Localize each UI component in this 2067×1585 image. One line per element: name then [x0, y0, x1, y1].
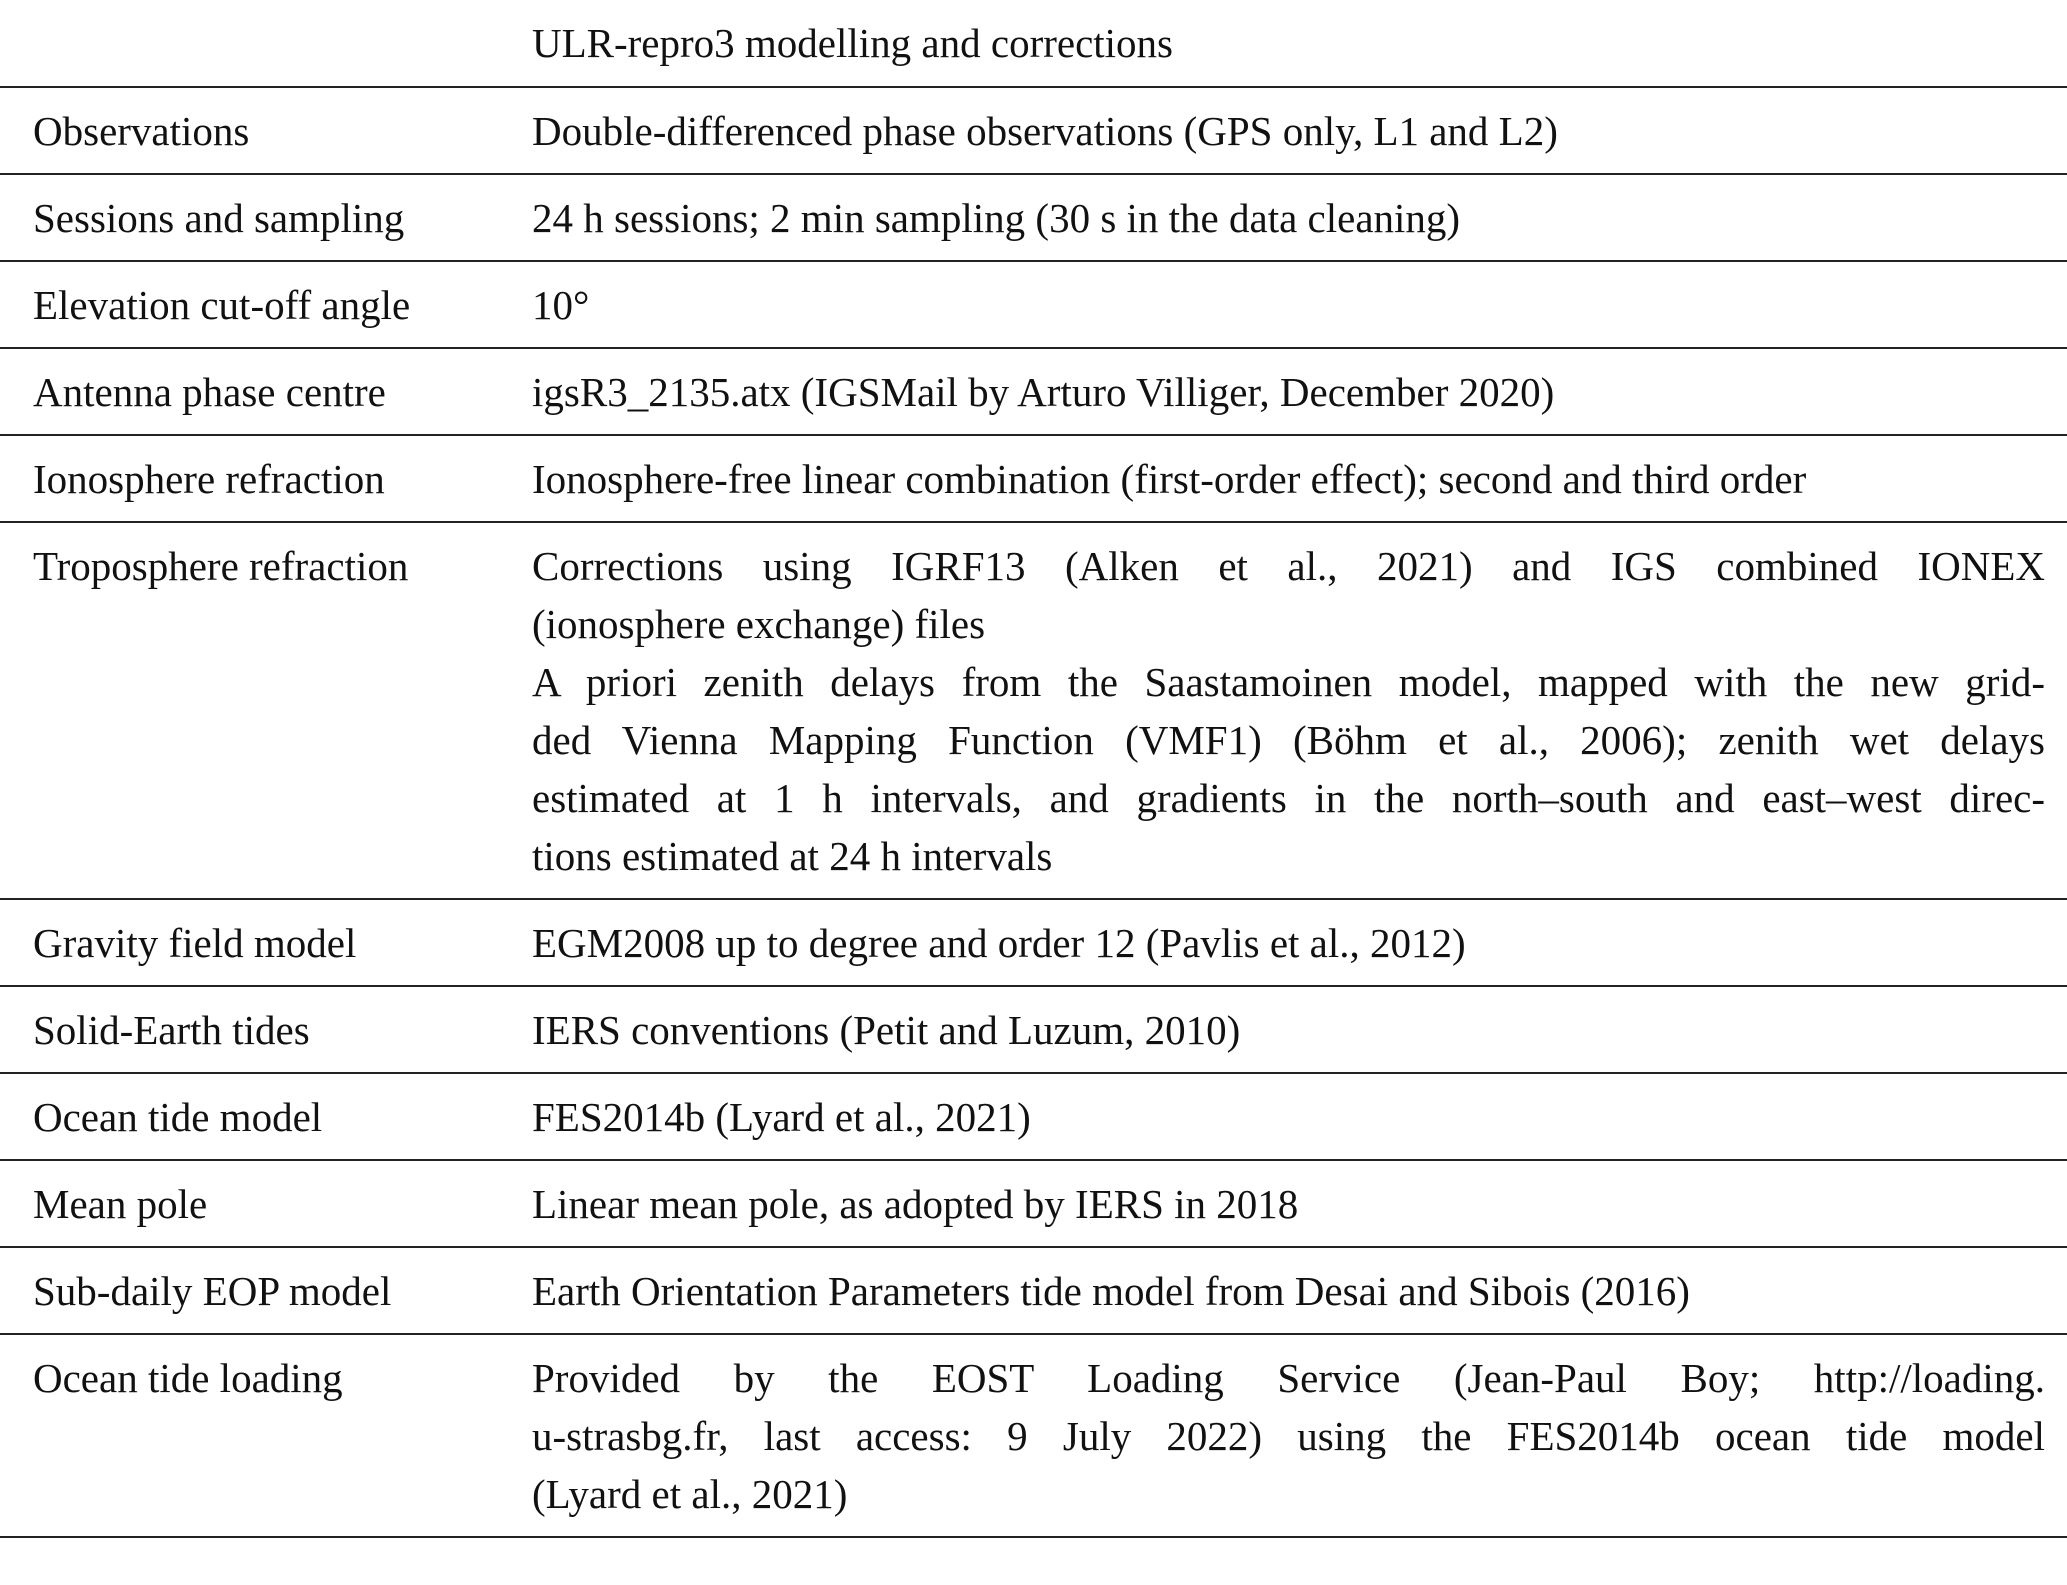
row-label: Elevation cut-off angle — [0, 261, 532, 348]
row-value — [532, 986, 2067, 1073]
row-label: Solid-Earth tides — [0, 986, 532, 1073]
row-label: Observations — [0, 87, 532, 174]
table-row — [0, 348, 2067, 435]
value-line: estimated at 1 h intervals, and gradients in the north–south and east–west direc- — [532, 775, 2045, 821]
row-value — [532, 87, 2067, 174]
table-row — [0, 522, 2067, 899]
header-label-cell — [0, 0, 532, 87]
row-label: Ionosphere refraction — [0, 435, 532, 522]
value-line: u-strasbg.fr, last access: 9 July 2022) using the FES2014b ocean tide model — [532, 1413, 2045, 1459]
row-label: Ocean tide loading — [0, 1334, 532, 1537]
row-label: Antenna phase centre — [0, 348, 532, 435]
row-label: Sessions and sampling — [0, 174, 532, 261]
table-row — [0, 899, 2067, 986]
row-value — [532, 1160, 2067, 1247]
value-line: Provided by the EOST Loading Service (Jean-Paul Boy; http://loading. — [532, 1355, 2045, 1401]
value-line: 10° — [532, 282, 590, 328]
row-value — [532, 1073, 2067, 1160]
table-row — [0, 1160, 2067, 1247]
row-value — [532, 348, 2067, 435]
table-row — [0, 1334, 2067, 1537]
value-line: Ionosphere-free linear combination (first-order effect); second and third order — [532, 456, 1807, 502]
value-line: (Lyard et al., 2021) — [532, 1471, 848, 1517]
row-label: Troposphere refraction — [0, 522, 532, 899]
value-line: (ionosphere exchange) files — [532, 601, 986, 647]
value-line: tions estimated at 24 h intervals — [532, 833, 1053, 879]
value-line: EGM2008 up to degree and order 12 (Pavlis et al., 2012) — [532, 920, 1466, 966]
row-value — [532, 174, 2067, 261]
table-row — [0, 261, 2067, 348]
value-line: FES2014b (Lyard et al., 2021) — [532, 1094, 1031, 1140]
table-row — [0, 1073, 2067, 1160]
value-line: 24 h sessions; 2 min sampling (30 s in the data cleaning) — [532, 195, 1461, 241]
row-label: Mean pole — [0, 1160, 532, 1247]
value-line: igsR3_2135.atx (IGSMail by Arturo Villiger, December 2020) — [532, 369, 1555, 415]
header-title-cell: ULR-repro3 modelling and corrections — [532, 20, 1174, 66]
value-line: Double-differenced phase observations (GPS only, L1 and L2) — [532, 108, 1558, 154]
row-value — [532, 899, 2067, 986]
value-line: A priori zenith delays from the Saastamoinen model, mapped with the new grid- — [532, 659, 2045, 705]
table-header-row — [0, 0, 2067, 87]
value-line: ded Vienna Mapping Function (VMF1) (Böhm et al., 2006); zenith wet delays — [532, 717, 2045, 763]
row-value — [532, 1247, 2067, 1334]
table-row — [0, 174, 2067, 261]
row-label: Ocean tide model — [0, 1073, 532, 1160]
value-line: Corrections using IGRF13 (Alken et al., 2021) and IGS combined IONEX — [532, 543, 2045, 589]
table-row — [0, 435, 2067, 522]
value-line: Earth Orientation Parameters tide model from Desai and Sibois (2016) — [532, 1268, 1690, 1314]
row-value — [532, 1334, 2067, 1537]
table-row — [0, 986, 2067, 1073]
value-line: Linear mean pole, as adopted by IERS in 2018 — [532, 1181, 1299, 1227]
row-value — [532, 435, 2067, 522]
table-row — [0, 87, 2067, 174]
row-label: Gravity field model — [0, 899, 532, 986]
value-line: IERS conventions (Petit and Luzum, 2010) — [532, 1007, 1241, 1053]
table-row — [0, 1247, 2067, 1334]
row-value — [532, 522, 2067, 899]
row-label: Sub-daily EOP model — [0, 1247, 532, 1334]
row-value — [532, 261, 2067, 348]
